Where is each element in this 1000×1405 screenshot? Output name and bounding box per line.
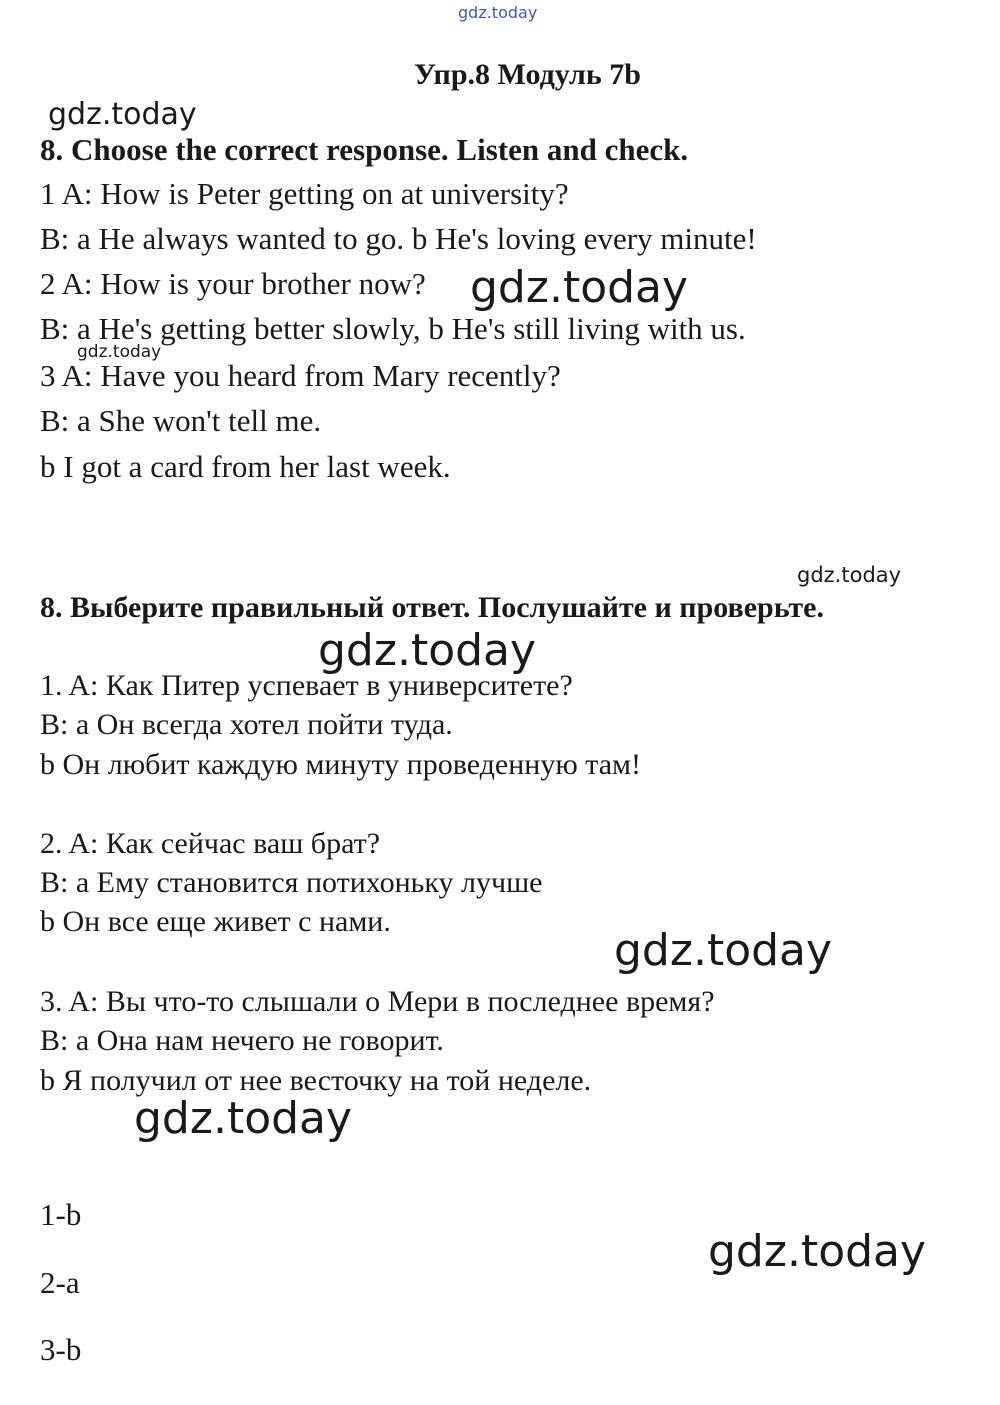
russian-line: 2. A: Как сейчас ваш брат? [40,827,381,860]
english-line: b I got a card from her last week. [40,449,451,484]
english-line: B: a He always wanted to go. b He's loving every minute! [40,221,757,256]
english-task-heading: 8. Choose the correct response. Listen and check. [40,132,689,167]
russian-line: b Я получил от нее весточку на той неделе. [40,1064,592,1097]
watermark: gdz.today [77,342,162,362]
russian-task-heading: 8. Выберите правильный ответ. Послушайте и проверьте. [40,591,824,624]
russian-line: B: а Ему становится потихоньку лучше [40,866,543,899]
russian-line: B: а Он всегда хотел пойти туда. [40,708,453,741]
answer-item: 2-a [40,1265,80,1300]
watermark: gdz.today [318,625,537,676]
russian-line: B: а Она нам нечего не говорит. [40,1024,444,1057]
russian-line: b Он все еще живет с нами. [40,905,391,938]
russian-line: b Он любит каждую минуту проведенную там! [40,748,642,781]
watermark: gdz.today [48,97,197,132]
page-title: Упр.8 Модуль 7b [414,58,641,91]
english-line: B: a She won't tell me. [40,403,322,438]
watermark: gdz.today [134,1093,353,1144]
russian-line: 3. A: Вы что-то слышали о Мери в последнее время? [40,985,715,1018]
watermark: gdz.today [470,262,689,313]
watermark-top: gdz.today [458,3,538,22]
answer-item: 1-b [40,1197,82,1232]
english-line: 3 A: Have you heard from Mary recently? [40,358,561,393]
english-line: 1 A: How is Peter getting on at university? [40,176,569,211]
russian-line: 1. A: Как Питер успевает в университете? [40,669,573,702]
watermark: gdz.today [797,563,902,587]
answer-item: 3-b [40,1332,82,1367]
watermark: gdz.today [708,1226,927,1277]
watermark: gdz.today [614,925,833,976]
english-line: 2 A: How is your brother now? [40,266,426,301]
english-line: B: a He's getting better slowly, b He's still living with us. [40,311,746,346]
